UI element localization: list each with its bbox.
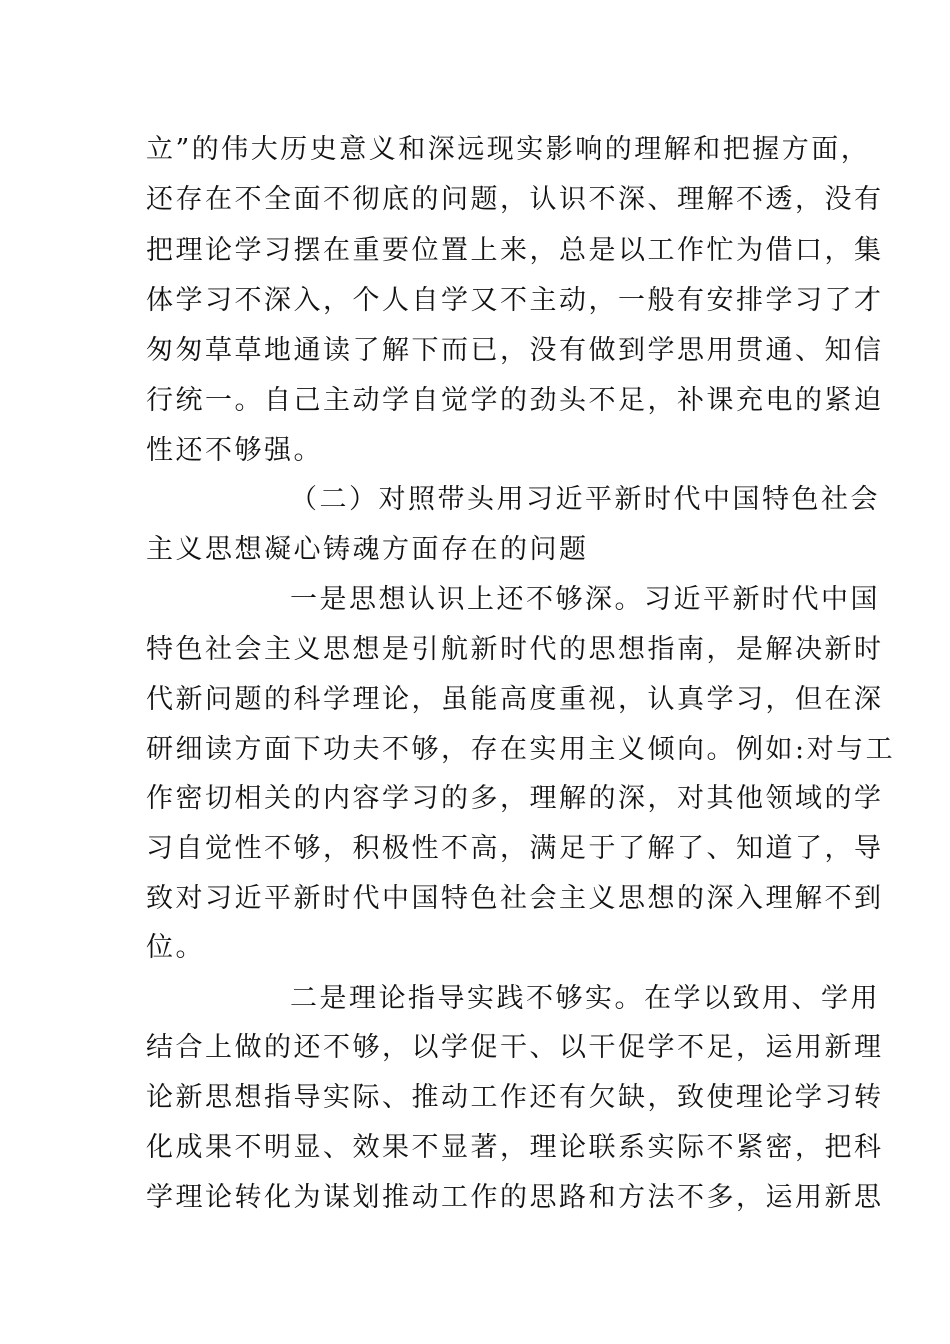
- paragraph-2-line-6: 习自觉性不够，积极性不高，满足于了解了、知道了，导: [146, 833, 884, 864]
- paragraph-1-line-5: 匆匆草草地通读了解下而已，没有做到学思用贯通、知信: [146, 335, 884, 366]
- paragraph-1-line-7: 性还不够强。: [146, 435, 323, 466]
- paragraph-3-line-5: 学理论转化为谋划推动工作的思路和方法不多，运用新思: [146, 1182, 884, 1213]
- paragraph-1-line-1: 立”的伟大历史意义和深远现实影响的理解和把握方面，: [146, 134, 871, 165]
- paragraph-1-line-3: 把理论学习摆在重要位置上来，总是以工作忙为借口，集: [146, 235, 884, 266]
- paragraph-3-line-1: 二是理论指导实践不够实。在学以致用、学用: [290, 983, 880, 1014]
- paragraph-1-line-2: 还存在不全面不彻底的问题，认识不深、理解不透，没有: [146, 184, 884, 215]
- section-heading-line-2: 主义思想凝心铸魂方面存在的问题: [146, 534, 589, 565]
- paragraph-2-line-1: 一是思想认识上还不够深。习近平新时代中国: [290, 584, 880, 615]
- paragraph-2-line-2: 特色社会主义思想是引航新时代的思想指南，是解决新时: [146, 634, 884, 665]
- paragraph-1-line-4: 体学习不深入，个人自学又不主动，一般有安排学习了才: [146, 285, 884, 316]
- paragraph-2-line-7: 致对习近平新时代中国特色社会主义思想的深入理解不到: [146, 883, 884, 914]
- paragraph-2-line-5: 作密切相关的内容学习的多，理解的深，对其他领域的学: [146, 783, 884, 814]
- paragraph-2-line-8: 位。: [146, 932, 205, 963]
- paragraph-3-line-2: 结合上做的还不够，以学促干、以干促学不足，运用新理: [146, 1032, 884, 1063]
- paragraph-3-line-3: 论新思想指导实际、推动工作还有欠缺，致使理论学习转: [146, 1082, 884, 1113]
- paragraph-3-line-4: 化成果不明显、效果不显著，理论联系实际不紧密，把科: [146, 1132, 884, 1163]
- section-heading-line-1: （二）对照带头用习近平新时代中国特色社会: [290, 484, 880, 515]
- paragraph-1-line-6: 行统一。自己主动学自觉学的劲头不足，补课充电的紧迫: [146, 385, 884, 416]
- paragraph-2-line-4: 研细读方面下功夫不够，存在实用主义倾向。例如:对与工: [146, 734, 896, 765]
- paragraph-2-line-3: 代新问题的科学理论，虽能高度重视，认真学习，但在深: [146, 684, 884, 715]
